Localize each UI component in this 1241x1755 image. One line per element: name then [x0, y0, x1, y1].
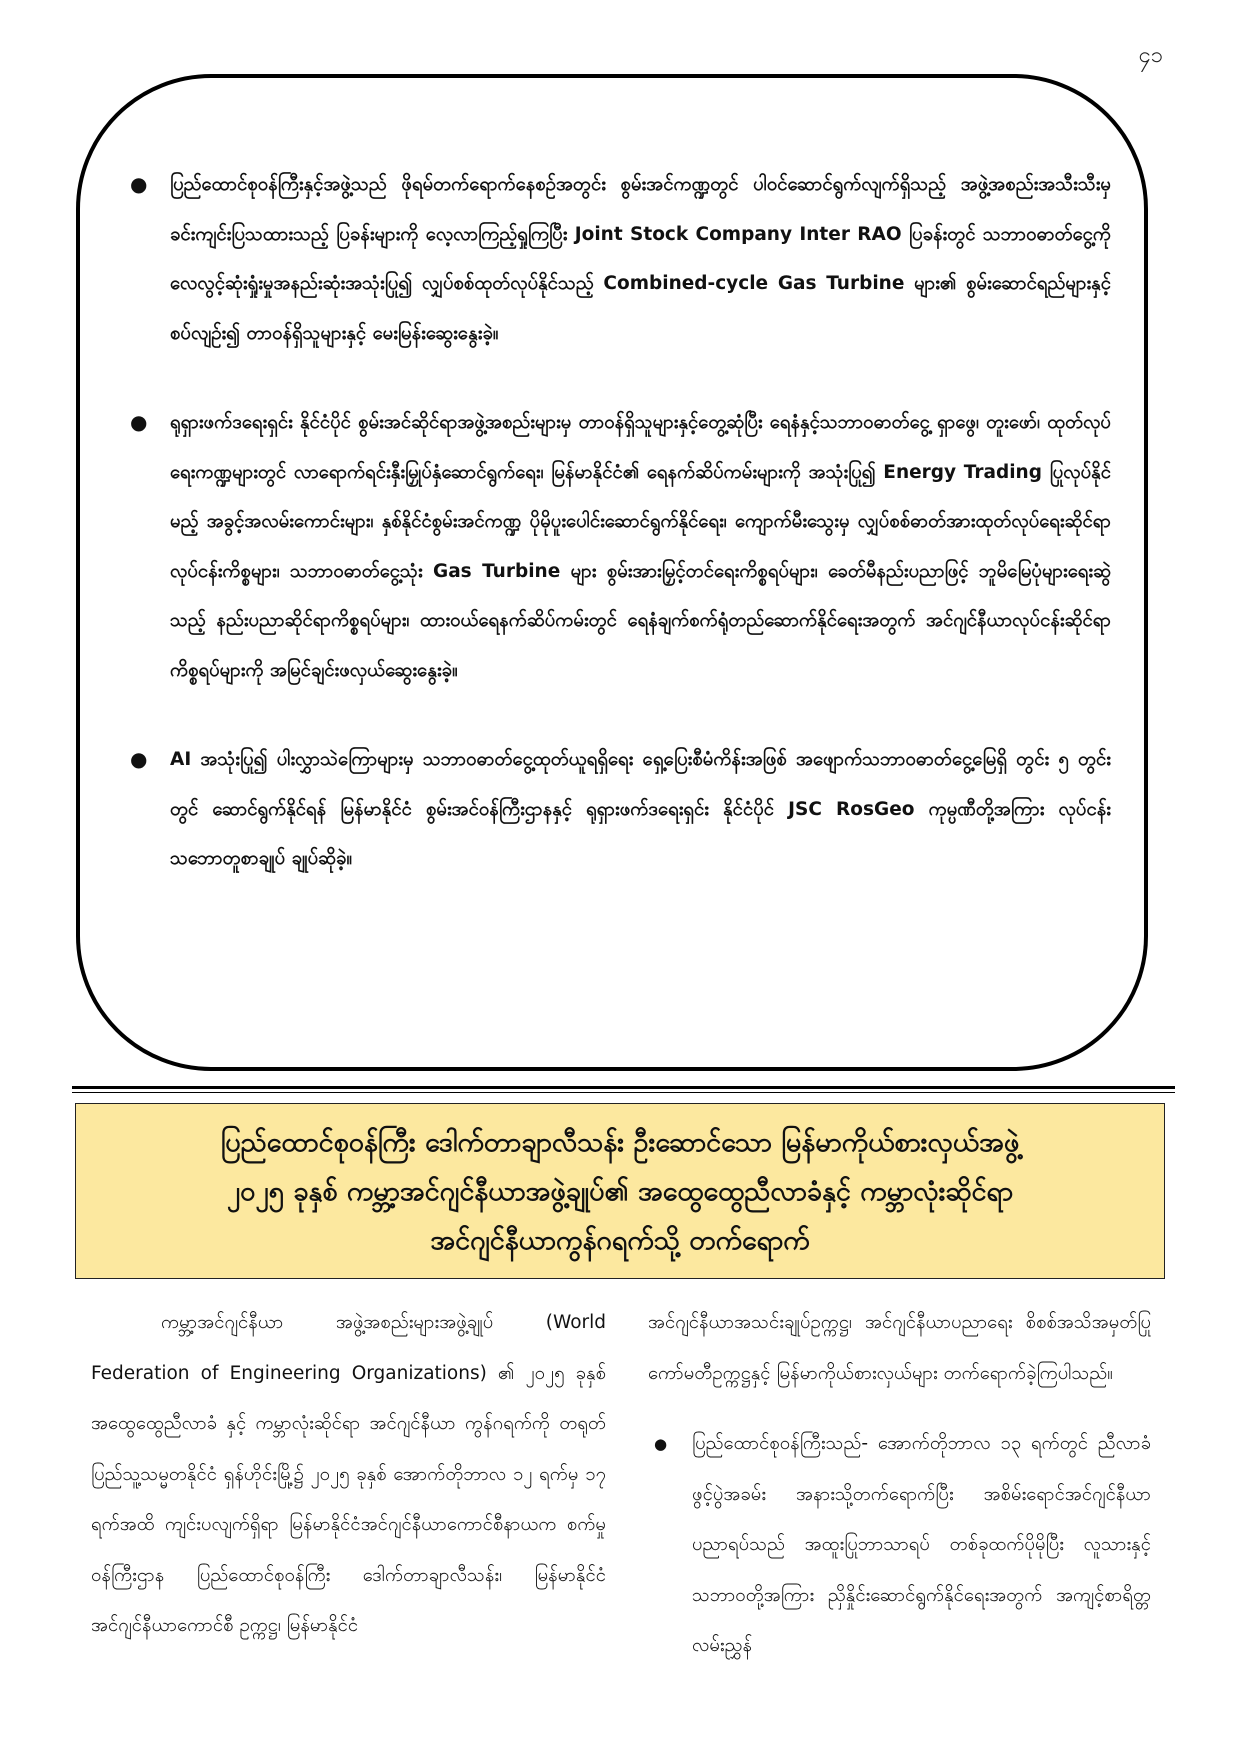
article-headline-box	[75, 1103, 1165, 1279]
bullet-item-russia-energy-talks: ● ရုရှားဖက်ဒရေးရှင်း နိုင်ငံပိုင် စွမ်းအင်ဆိုင်ရာအဖွဲ့အစည်းများမှ တာဝန်ရှိသူများနှင့်တွေ့ဆုံပြီး ရေနံနှင့်သဘာဝဓာတ်ငွေ့ ရှာဖွေ၊ တူးဖော်၊ ထုတ်လုပ်ရေးကဏ္ဍများတွင် လာရောက်ရင်းနှီးမြှုပ်နှံဆောင်ရွက်ရေး၊ မြန်မာနိုင်ငံ၏ ရေနက်ဆိပ်ကမ်းများကို အသုံးပြု၍ Energy Trading ပြုလုပ်နိုင်မည့် အခွင့်အလမ်းကောင်းများ၊ နှစ်နိုင်ငံစွမ်းအင်ကဏ္ဍ ပိုမိုပူးပေါင်းဆောင်ရွက်နိုင်ရေး၊ ကျောက်မီးသွေးမှ လျှပ်စစ်ဓာတ်အားထုတ်လုပ်ရေးဆိုင်ရာ လုပ်ငန်းကိစ္စများ၊ သဘာဝဓာတ်ငွေ့သုံး Gas Turbine များ စွမ်းအားမြှင့်တင်ရေးကိစ္စရပ်များ၊ ခေတ်မီနည်းပညာဖြင့် ဘူမိမြေပုံများရေးဆွဲသည့် နည်းပညာဆိုင်ရာကိစ္စရပ်များ၊ ထားဝယ်ရေနက်ဆိပ်ကမ်းတွင် ရေနံချက်စက်ရုံတည်ဆောက်နိုင်ရေးအတွက် အင်ဂျင်နီယာလုပ်ငန်းဆိုင်ရာကိစ္စရပ်များကို အမြင်ချင်းဖလှယ်ဆွေးနွေးခဲ့။	[126, 398, 1111, 695]
body-bullet-item: ● ပြည်ထောင်စုဝန်ကြီးသည်- အောက်တိုဘာလ ၁၃ ရက်တွင် ညီလာခံဖွင့်ပွဲအခမ်း အနားသို့တက်ရောက်ပြီး အစိမ်းရောင်အင်ဂျင်နီယာပညာရပ်သည် အထူးပြုဘာသာရပ် တစ်ခုထက်ပိုမိုပြီး လူသားနှင့်သဘာဝတို့အကြား ညှိနှိုင်းဆောင်ရွက်နိုင်ရေးအတွက် အကျင့်စာရိတ္တလမ်းညွှန်	[648, 1419, 1151, 1672]
section-divider	[72, 1086, 1175, 1093]
bullet-item-exhibition-visit: ● ပြည်ထောင်စုဝန်ကြီးနှင့်အဖွဲ့သည် ဖိုရမ်တက်ရောက်နေစဉ်အတွင်း စွမ်းအင်ကဏ္ဍတွင် ပါဝင်ဆောင်ရွက်လျက်ရှိသည့် အဖွဲ့အစည်းအသီးသီးမှ ခင်းကျင်းပြသထားသည့် ပြခန်းများကို လေ့လာကြည့်ရှုကြပြီး Joint Stock Company Inter RAO ပြခန်းတွင် သဘာဝဓာတ်ငွေ့ကို လေလွင့်ဆုံးရှုံးမှုအနည်းဆုံးအသုံးပြု၍ လျှပ်စစ်ထုတ်လုပ်နိုင်သည့် Combined-cycle Gas Turbine များ၏ စွမ်းဆောင်ရည်များနှင့်စပ်လျဉ်း၍ တာဝန်ရှိသူများနှင့် မေးမြန်းဆွေးနွေးခဲ့။	[126, 160, 1111, 358]
headline-line-1: ပြည်ထောင်စုဝန်ကြီး ဒေါက်တာချာလီသန်း ဦးဆောင်သော မြန်မာကိုယ်စားလှယ်အဖွဲ့	[220, 1126, 1020, 1158]
body-right-column	[648, 1298, 1151, 1672]
headline-line-2: ၂၀၂၅ ခုနှစ် ကမ္ဘာ့အင်ဂျင်နီယာအဖွဲ့ချုပ်၏ အထွေထွေညီလာခံနှင့် ကမ္ဘာလုံးဆိုင်ရာ	[226, 1175, 1014, 1207]
body-bullet-list	[648, 1419, 1151, 1672]
bullet-item-rosgeo-agreement: ● AI အသုံးပြု၍ ပါးလွှာသဲကြောများမှ သဘာဝဓာတ်ငွေ့ထုတ်ယူရရှိရေး ရှေ့ပြေးစီမံကိန်းအဖြစ် အဖျောက်သဘာဝဓာတ်ငွေ့မြေရှိ တွင်း ၅ တွင်းတွင် ဆောင်ရွက်နိုင်ရန် မြန်မာနိုင်ငံ စွမ်းအင်ဝန်ကြီးဌာနနှင့် ရုရှားဖက်ဒရေးရှင်း နိုင်ငံပိုင် JSC RosGeo ကုမ္ပဏီတို့အကြား လုပ်ငန်းသဘောတူစာချုပ် ချုပ်ဆိုခဲ့။	[126, 735, 1111, 884]
body-left-column: ကမ္ဘာ့အင်ဂျင်နီယာ အဖွဲ့အစည်းများအဖွဲ့ချုပ် (World Federation of Engineering Organizations) ၏ ၂၀၂၅ ခုနှစ် အထွေထွေညီလာခံ နှင့် ကမ္ဘာလုံးဆိုင်ရာ အင်ဂျင်နီယာ ကွန်ဂရက်ကို တရုတ်ပြည်သူ့သမ္မတနိုင်ငံ ရှန်ဟိုင်းမြို့၌ ၂၀၂၅ ခုနှစ် အောက်တိုဘာလ ၁၂ ရက်မှ ၁၇ ရက်အထိ ကျင်းပလျက်ရှိရာ မြန်မာနိုင်ငံအင်ဂျင်နီယာကောင်စီနာယက စက်မှုဝန်ကြီးဌာန ပြည်ထောင်စုဝန်ကြီး ဒေါက်တာချာလီသန်း၊ မြန်မာနိုင်ငံအင်ဂျင်နီယာကောင်စီ ဥက္ကဋ္ဌ၊ မြန်မာနိုင်ငံ	[91, 1312, 606, 1636]
body-right-paragraph: အင်ဂျင်နီယာအသင်းချုပ်ဥက္ကဋ္ဌ၊ အင်ဂျင်နီယာပညာရေး စိစစ်အသိအမှတ်ပြုကော်မတီဥက္ကဋ္ဌနှင့် မြန်မာကိုယ်စားလှယ်များ တက်ရောက်ခဲ့ကြပါသည်။	[648, 1312, 1151, 1384]
page-number: ၄၁	[1138, 43, 1163, 68]
headline-line-3: အင်ဂျင်နီယာကွန်ဂရက်သို့ တက်ရောက်	[430, 1224, 810, 1256]
highlight-bullet-list	[126, 160, 1111, 924]
